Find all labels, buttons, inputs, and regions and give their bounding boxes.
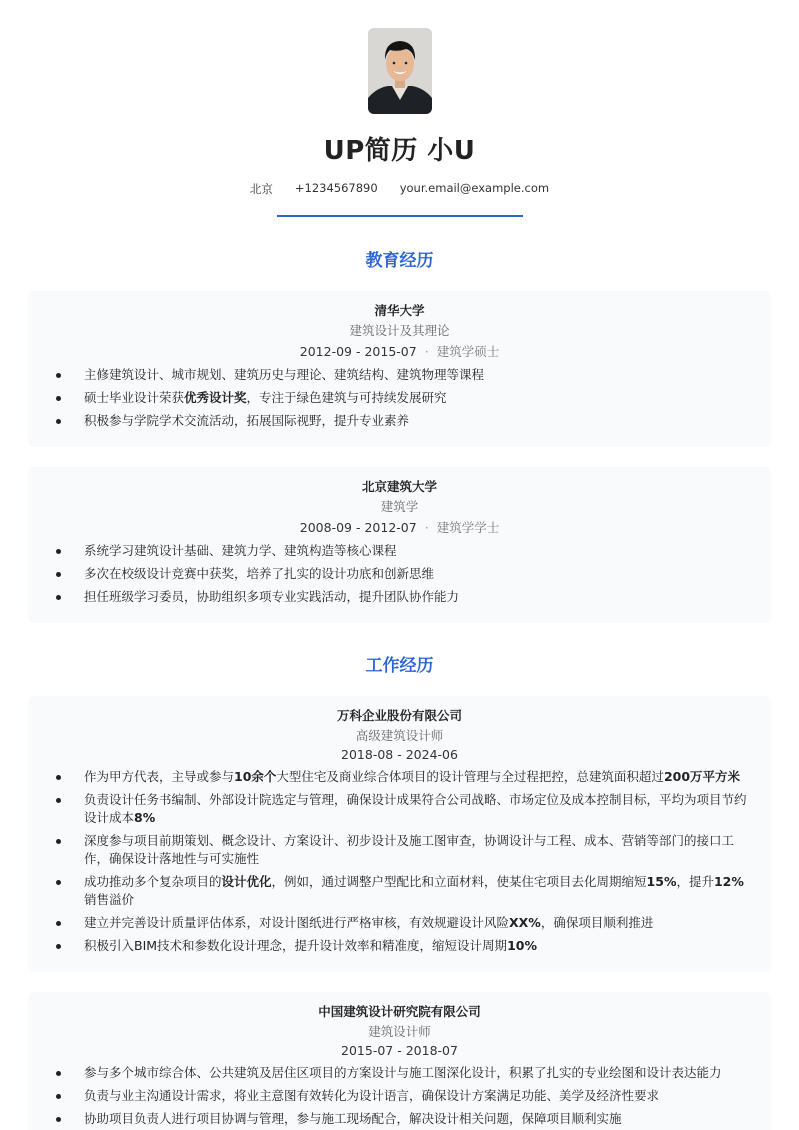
list-item [48,1064,751,1082]
list-item [48,588,751,606]
highlight-text: 15% [646,874,677,889]
bullet-text: 硕士毕业设计荣获 [84,390,185,405]
education-card [28,291,771,447]
list-item [48,791,751,827]
bullet-text: 建立并完善设计质量评估体系，对设计图纸进行严格审核，有效规避设计风险 [84,915,510,930]
list-item [48,1087,751,1105]
edu-meta [48,342,751,360]
degree: 建筑学硕士 [436,344,500,359]
work-card [28,992,771,1130]
list-item [48,937,751,955]
bullet-text: ，专注于绿色建筑与可持续发展研究 [246,390,447,405]
bullet-text: ，提升 [676,874,714,889]
bullet-text: 深度参与项目前期策划、概念设计、方案设计、初步设计及施工图审查，协调设计与工程、成本、营销等部门的接口工作，确保设计落地性与可实施性 [84,833,735,866]
company-name: 中国建筑设计研究院有限公司 [318,1004,481,1019]
section-title-work: 工作经历 [365,656,434,676]
company-name: 万科企业股份有限公司 [336,708,462,723]
bullet-text: 作为甲方代表，主导或参与 [84,769,235,784]
section-title-education: 教育经历 [365,251,434,271]
bullet-list [48,768,751,955]
bullet-text: 主修建筑设计、城市规划、建筑历史与理论、建筑结构、建筑物理等课程 [84,367,485,382]
email: your.email@example.com [399,181,550,195]
job-title: 高级建筑设计师 [355,728,444,743]
separator-dot: · [424,520,429,535]
bullet-list [48,1064,751,1128]
edu-dates: 2012-09 - 2015-07 [299,344,417,359]
highlight-text: 8% [134,810,156,825]
bullet-text: 参与多个城市综合体、公共建筑及居住区项目的方案设计与施工图深化设计，积累了扎实的专业绘图和设计表达能力 [84,1065,722,1080]
avatar [368,28,432,114]
highlight-text: XX% [509,915,541,930]
school-name: 北京建筑大学 [361,479,437,494]
major: 建筑设计及其理论 [349,323,450,338]
list-item [48,565,751,583]
major: 建筑学 [380,499,419,514]
list-item [48,832,751,868]
bullet-text: 成功推动多个复杂项目的 [84,874,222,889]
work-dates: 2018-08 - 2024-06 [341,747,458,762]
list-item [48,366,751,384]
highlight-text: 10余个 [234,769,277,784]
bullet-text: ，确保项目顺利推进 [540,915,654,930]
list-item [48,389,751,407]
contact-info [0,181,799,197]
work-dates: 2015-07 - 2018-07 [341,1043,458,1058]
list-item [48,768,751,786]
bullet-list [48,542,751,606]
highlight-text: 10% [507,938,537,953]
list-item [48,873,751,909]
list-item [48,914,751,932]
resume-header [0,0,799,217]
bullet-text: 积极参与学院学术交流活动，拓展国际视野，提升专业素养 [84,413,410,428]
bullet-text: 协助项目负责人进行项目协调与管理，参与施工现场配合，解决设计相关问题，保障项目顺利实施 [84,1111,622,1126]
bullet-text: 负责设计任务书编制、外部设计院选定与管理，确保设计成果符合公司战略、市场定位及成本控制目标，平均为项目节约设计成本 [84,792,747,825]
highlight-text: 设计优化 [221,874,272,889]
work-card [28,696,771,972]
bullet-text: 负责与业主沟通设计需求，将业主意图有效转化为设计语言，确保设计方案满足功能、美学及经济性要求 [84,1088,660,1103]
list-item [48,542,751,560]
school-name: 清华大学 [374,303,425,318]
phone: +1234567890 [294,181,378,195]
bullet-list [48,366,751,430]
separator-dot: · [424,344,429,359]
candidate-name: UP简历 小U [323,136,476,166]
list-item [48,412,751,430]
job-title: 建筑设计师 [368,1024,431,1039]
edu-meta [48,518,751,536]
location: 北京 [249,182,273,196]
bullet-text: 担任班级学习委员，协助组织多项专业实践活动，提升团队协作能力 [84,589,460,604]
bullet-text: 销售溢价 [84,892,135,907]
degree: 建筑学学士 [436,520,500,535]
bullet-text: 积极引入BIM技术和参数化设计理念，提升设计效率和精准度，缩短设计周期 [84,938,508,953]
header-divider [277,215,523,217]
bullet-text: 系统学习建筑设计基础、建筑力学、建筑构造等核心课程 [84,543,397,558]
avatar-photo-icon [368,28,432,114]
highlight-text: 200万平方米 [663,769,741,784]
edu-dates: 2008-09 - 2012-07 [299,520,417,535]
education-card [28,467,771,623]
bullet-text: 大型住宅及商业综合体项目的设计管理与全过程把控，总建筑面积超过 [276,769,664,784]
bullet-text: ，例如，通过调整户型配比和立面材料，使某住宅项目去化周期缩短 [271,874,647,889]
highlight-text: 12% [713,874,744,889]
bullet-text: 多次在校级设计竞赛中获奖，培养了扎实的设计功底和创新思维 [84,566,435,581]
highlight-text: 优秀设计奖 [184,390,247,405]
list-item [48,1110,751,1128]
